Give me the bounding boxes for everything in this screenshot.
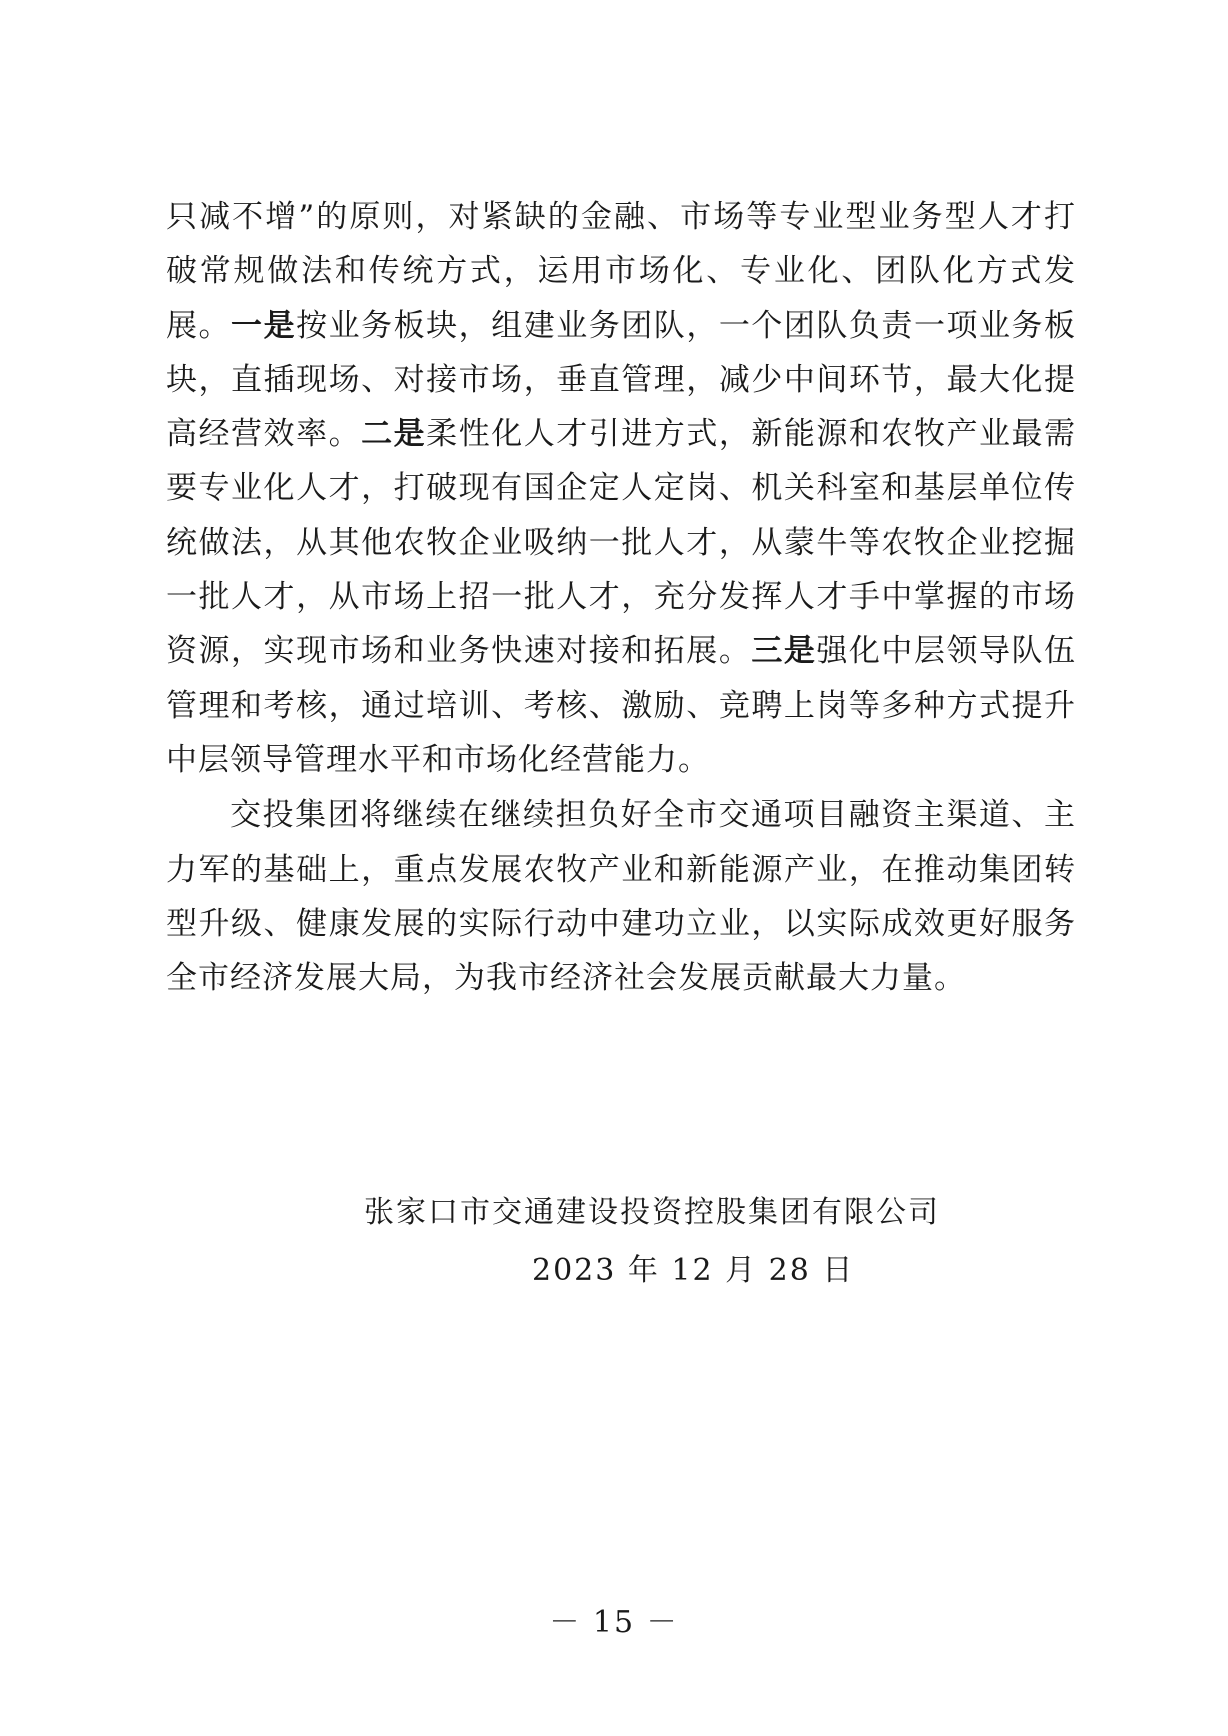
signature-organization: 张家口市交通建设投资控股集团有限公司 xyxy=(364,1195,940,1230)
bold-lead: 一是 xyxy=(231,307,297,344)
text-run: 按业务板块，组建业务团队，一个团队负责一项业务板块，直插现场、对接市场，垂直管理，减少中间环节，最大化提高经营效率。 xyxy=(166,307,1077,453)
page-number: － 15 － xyxy=(549,1605,679,1640)
paragraph xyxy=(166,190,1076,787)
text-run: 只减不增”的原则，对紧缺的金融、市场等专业型业务型人才打破常规做法和传统方式，运用市场化、专业化、团队化方式发展。 xyxy=(166,199,1076,344)
bold-lead: 二是 xyxy=(361,416,427,453)
paragraph: 交投集团将继续在继续担负好全市交通项目融资主渠道、主力军的基础上，重点发展农牧产业和新能源产业，在推动集团转型升级、健康发展的实际行动中建功立业，以实际成效更好服务全市经济发展大局，为我市经济社会发展贡献最大力量。 xyxy=(166,797,1076,997)
bold-lead: 三是 xyxy=(751,633,817,670)
text-run: 强化中层领导队伍管理和考核，通过培训、考核、激励、竞聘上岗等多种方式提升中层领导管理水平和市场化经营能力。 xyxy=(166,633,1077,778)
text-run: 柔性化人才引进方式，新能源和农牧产业最需要专业化人才，打破现有国企定人定岗、机关科室和基层单位传统做法，从其他农牧企业吸纳一批人才，从蒙牛等农牧企业挖掘一批人才，从市场上招一批人才，充分发挥人才手中掌握的市场资源，实现市场和业务快速对接和拓展。 xyxy=(166,416,1077,670)
body-text xyxy=(166,190,1076,1005)
signature-date: 2023 年 12 月 28 日 xyxy=(532,1253,855,1288)
